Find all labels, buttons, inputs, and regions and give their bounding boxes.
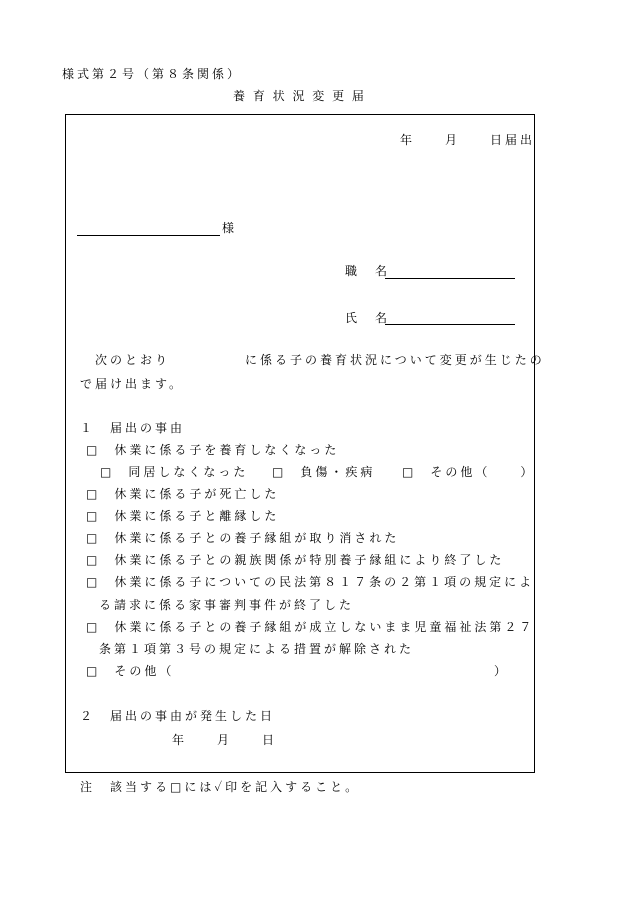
checkbox[interactable]: □ bbox=[86, 664, 101, 678]
section2-heading: ２ 届出の事由が発生した日 bbox=[80, 709, 276, 723]
checkbox[interactable]: □ bbox=[86, 575, 101, 589]
checkbox[interactable]: □ bbox=[86, 443, 101, 457]
list-item: □ 休業に係る子を養育しなくなった bbox=[86, 443, 340, 457]
footnote: 注 該当する□には✓印を記入すること。 bbox=[80, 780, 361, 794]
submission-date[interactable]: 年 月 日届出 bbox=[400, 133, 536, 147]
body-text-line1: 次のとおり に係る子の養育状況について変更が生じたの bbox=[95, 353, 545, 367]
addressee-field[interactable] bbox=[77, 235, 220, 236]
sub-item-not-cohabiting: □ 同居しなくなった bbox=[100, 465, 249, 479]
position-label: 職 名 bbox=[345, 264, 391, 278]
event-date[interactable]: 年 月 日 bbox=[172, 733, 278, 747]
checkbox[interactable]: □ bbox=[86, 553, 101, 567]
list-item: □ 休業に係る子と離縁した bbox=[86, 509, 280, 523]
list-item-continuation: る請求に係る家事審判事件が終了した bbox=[99, 598, 355, 612]
sub-item-injury-illness: □ 負傷・疾病 bbox=[272, 465, 376, 479]
form-title: 養 育 状 況 変 更 届 bbox=[233, 89, 366, 103]
name-field[interactable] bbox=[385, 324, 515, 325]
checkbox[interactable]: □ bbox=[402, 465, 417, 479]
list-item: □ 休業に係る子との養子縁組が成立しないまま児童福祉法第２７ bbox=[86, 620, 535, 634]
checkbox[interactable]: □ bbox=[86, 509, 101, 523]
other-close-paren: ） bbox=[494, 664, 510, 678]
list-item: □ 休業に係る子との養子縁組が取り消された bbox=[86, 531, 400, 545]
addressee-suffix: 様 bbox=[222, 221, 238, 235]
checkbox[interactable]: □ bbox=[272, 465, 287, 479]
checkbox[interactable]: □ bbox=[86, 531, 101, 545]
list-item: □ 休業に係る子が死亡した bbox=[86, 487, 280, 501]
checkbox[interactable]: □ bbox=[100, 465, 115, 479]
body-text-line2: で届け出ます。 bbox=[80, 377, 185, 391]
form-number: 様式第２号（第８条関係） bbox=[62, 67, 243, 81]
list-item: □ 休業に係る子との親族関係が特別養子縁組により終了した bbox=[86, 553, 505, 567]
section1-heading: １ 届出の事由 bbox=[80, 421, 186, 435]
position-field[interactable] bbox=[385, 278, 515, 279]
checkbox[interactable]: □ bbox=[86, 487, 101, 501]
name-label: 氏 名 bbox=[345, 311, 391, 325]
checkbox[interactable]: □ bbox=[86, 620, 101, 634]
list-item-continuation: 条第１項第３号の規定による措置が解除された bbox=[99, 642, 415, 656]
list-item-other: □ その他（ bbox=[86, 664, 175, 678]
list-item: □ 休業に係る子についての民法第８１７条の２第１項の規定によ bbox=[86, 575, 535, 589]
sub-item-other: □ その他（ ） bbox=[402, 465, 536, 479]
